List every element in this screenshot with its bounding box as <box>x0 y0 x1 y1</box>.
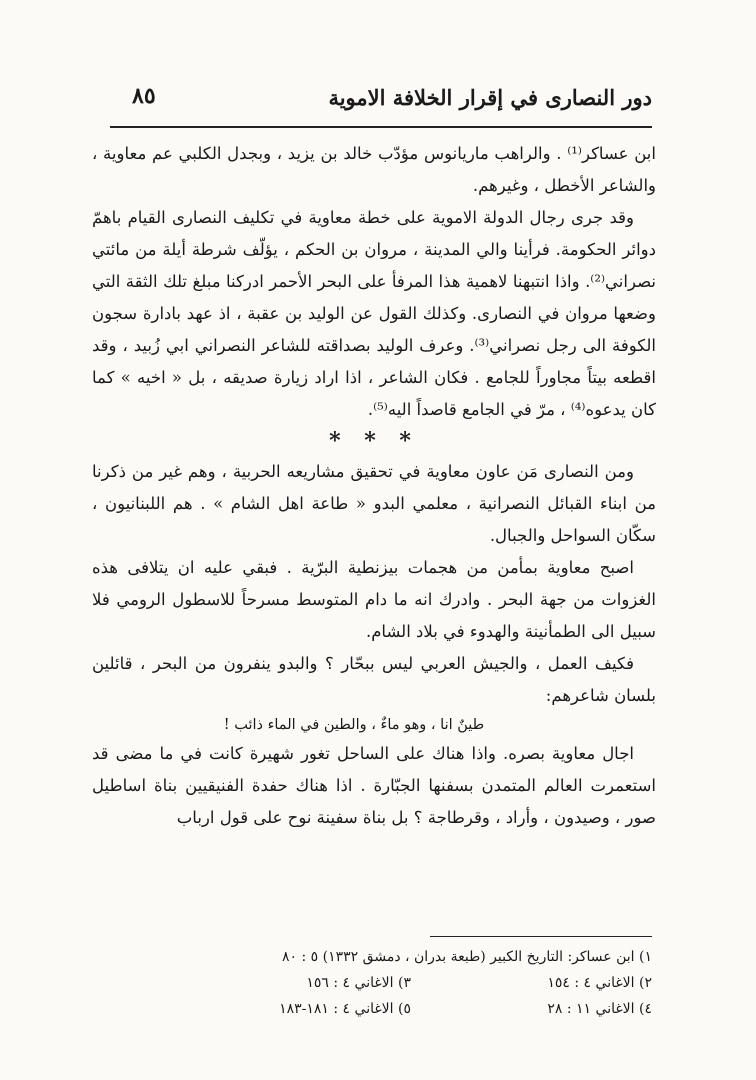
page-header <box>110 85 652 121</box>
section-separator: * * * <box>329 428 419 454</box>
footnote-4: ٤) الاغاني ١١ : ٢٨ <box>547 1001 652 1017</box>
footnotes <box>170 944 652 1022</box>
header-rule <box>110 126 652 128</box>
footnote-2: ٢) الاغاني ٤ : ١٥٤ <box>547 975 652 991</box>
paragraph-2: وقد جرى رجال الدولة الاموية على خطة معاوية في تكليف النصارى القيام باهمّ دوائر الحكومة. فرأينا والي المدينة ، مروان بن الحكم ، يؤلّف شرطة أيلة من مائتي نصراني⁽²⁾. واذا انتبهنا لاهمية هذا المرفأ على البحر الأحمر ادركنا مبلغ تلك الثقة التي وضعها مروان في النصارى. وكذلك القول عن الوليد بن عقبة ، اذ عهد بادارة سجون الكوفة الى رجل نصراني⁽³⁾. وعرف الوليد بصداقته للشاعر النصراني ابي زُبيد ، وقد اقطعه بيتاً مجاوراً للجامع . فكان الشاعر ، اذا اراد زيارة صديقه ، بل « اخيه » كما كان يدعوه⁽⁴⁾ ، مرّ في الجامع قاصداً اليه⁽⁵⁾. <box>92 208 656 419</box>
footnote-1: ١) ابن عساكر: التاريخ الكبير (طبعة بدران ، دمشق ١٣٣٢) ٥ : ٨٠ <box>282 949 652 965</box>
verse-quote: طينٌ انا ، وهو ماءٌ ، والطين في الماء ذائب ! <box>223 717 485 733</box>
footnote-3: ٣) الاغاني ٤ : ١٥٦ <box>306 975 411 991</box>
body-text <box>92 138 656 834</box>
footnote-rule <box>430 936 652 937</box>
paragraph-4: اصبح معاوية بمأمن من هجمات بيزنطية البرّية . فبقي عليه ان يتلافى هذه الغزوات من جهة البحر . وادرك انه ما دام المتوسط مسرحاً للاسطول الرومي فلا سبيل الى الطمأنينة والهدوء في بلاد الشام. <box>92 558 656 641</box>
paragraph-3: ومن النصارى مَن عاون معاوية في تحقيق مشاريعه الحربية ، وهم غير من ذكرنا من ابناء القبائل النصرانية ، معلمي البدو « طاعة اهل الشام » . هم اللبنانيون ، سكّان السواحل والجبال. <box>92 462 656 545</box>
footnote-row <box>170 970 652 996</box>
paragraph-5: فكيف العمل ، والجيش العربي ليس ببحّار ؟ والبدو ينفرون من البحر ، قائلين بلسان شاعرهم: <box>92 654 656 705</box>
page-number: ٨٥ <box>132 83 156 109</box>
paragraph-6: اجال معاوية بصره. واذا هناك على الساحل تغور شهيرة كانت في ما مضى قد استعمرت العالم المتمدن بسفنها الجبّارة . اذا هناك حفدة الفنيقيين بناة اساطيل صور ، وصيدون ، وأراد ، وقرطاجة ؟ بل بناة سفينة نوح على قول ارباب <box>92 744 656 827</box>
running-title: دور النصارى في إقرار الخلافة الاموية <box>328 85 652 110</box>
paragraph-1: ابن عساكر⁽¹⁾ . والراهب ماريانوس مؤدّب خالد بن يزيد ، وبجدل الكلبي عم معاوية ، والشاعر الأخطل ، وغيرهم. <box>92 144 656 195</box>
footnote-5: ٥) الاغاني ٤ : ١٨١-١٨٣ <box>279 1001 411 1017</box>
footnote-row <box>170 996 652 1022</box>
